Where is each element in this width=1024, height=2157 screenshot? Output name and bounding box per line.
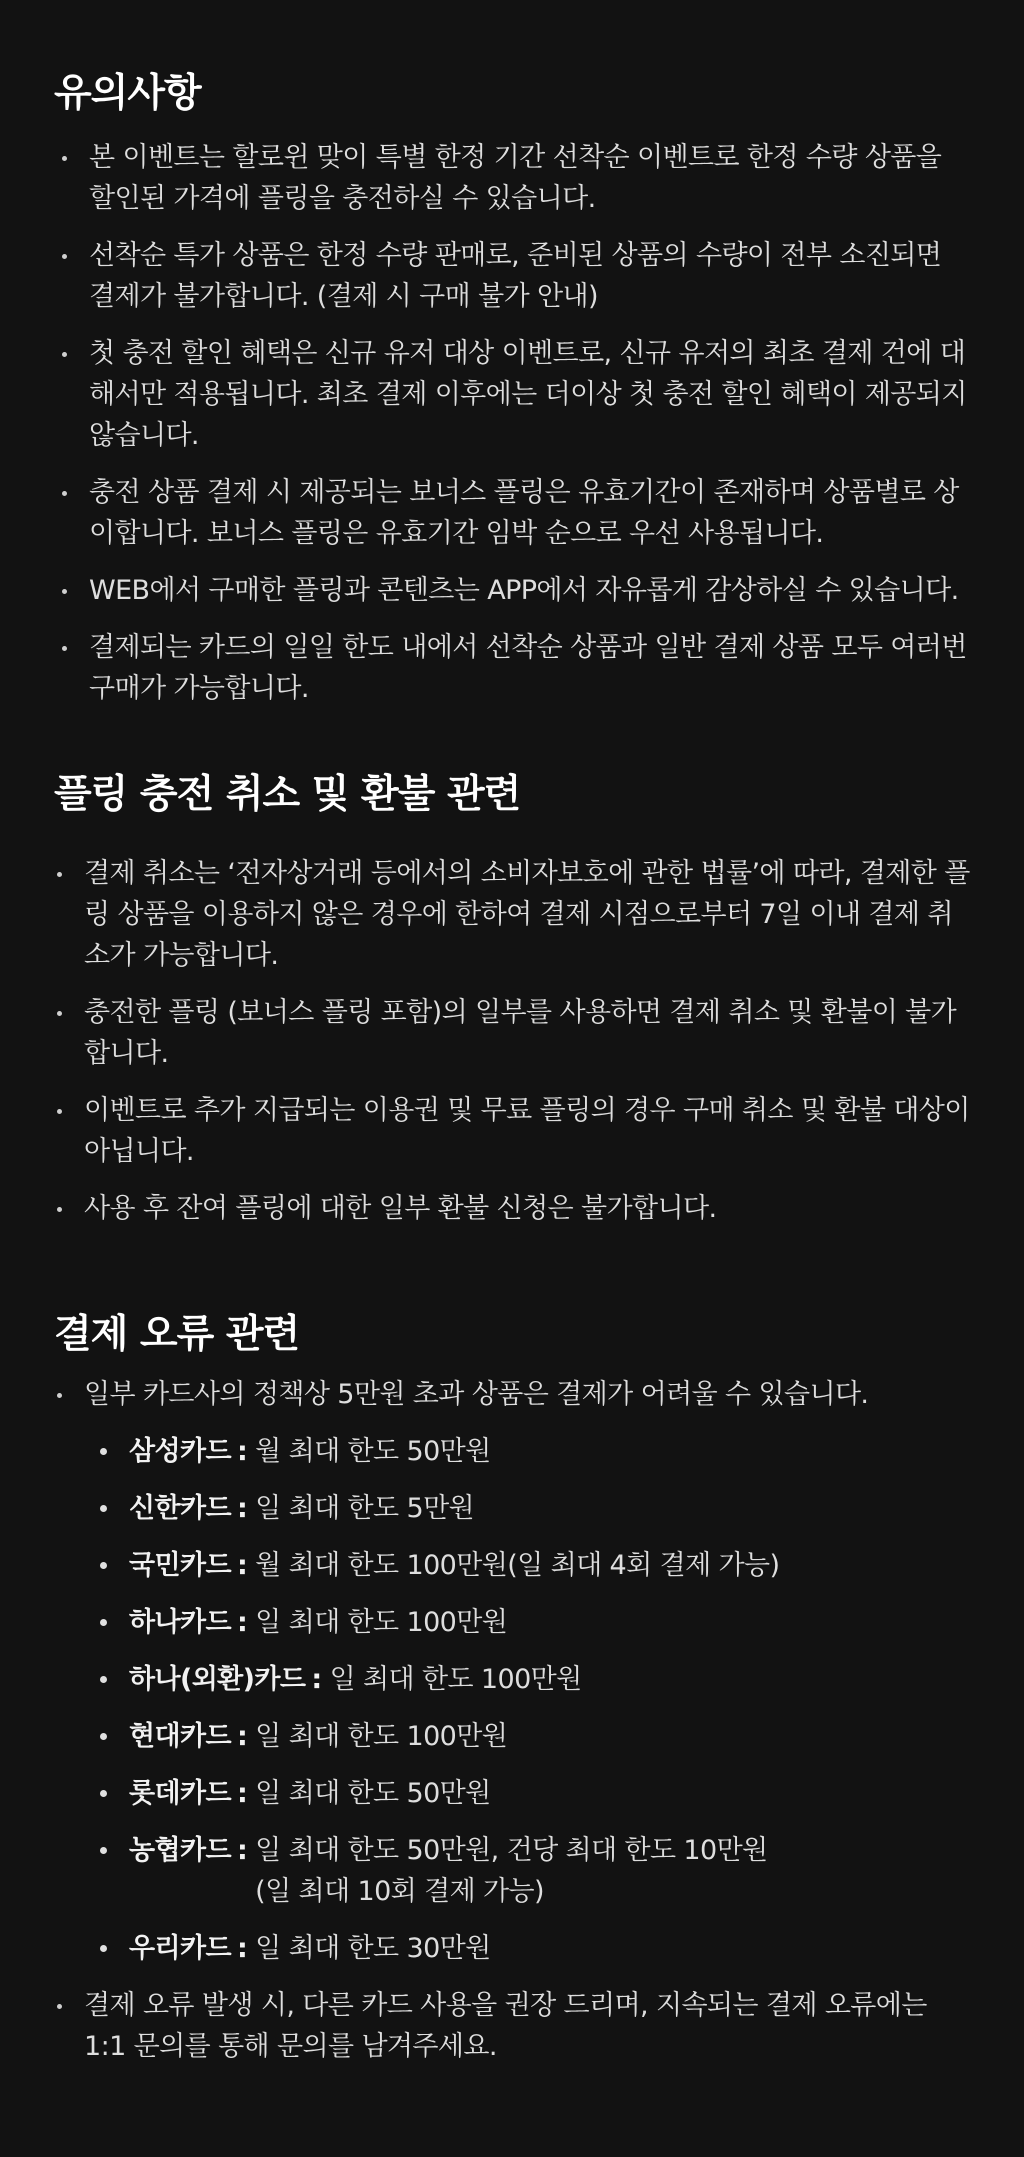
card-limit-item: [84, 1716, 970, 1757]
payment-error-section: [54, 1307, 970, 2067]
card-separator: :: [236, 1835, 248, 1866]
notice-section: [54, 66, 970, 709]
card-limit-item: [84, 1488, 970, 1529]
card-limit: 일 최대 한도 50만원: [255, 1778, 491, 1809]
list-item: WEB에서 구매한 플링과 콘텐츠는 APP에서 자유롭게 감상하실 수 있습니다.: [54, 570, 970, 611]
card-limit-note: (일 최대 10회 결제 가능): [255, 1876, 544, 1907]
payment-error-list: [54, 1374, 970, 2067]
list-item: 첫 충전 할인 혜택은 신규 유저 대상 이벤트로, 신규 유저의 최초 결제 건에 대해서만 적용됩니다. 최초 결제 이후에는 더이상 첫 충전 할인 혜택이 제공되지 않습니다.: [54, 333, 970, 456]
notice-title: 유의사항: [54, 71, 201, 116]
card-name: 신한카드: [129, 1493, 231, 1524]
card-limit-list: [84, 1431, 970, 1969]
card-name: 우리카드: [129, 1933, 231, 1964]
card-limit: 일 최대 한도 30만원: [255, 1933, 491, 1964]
card-limit-item: [84, 1928, 970, 1969]
list-item: 결제되는 카드의 일일 한도 내에서 선착순 상품과 일반 결제 상품 모두 여러번 구매가 가능합니다.: [54, 627, 970, 709]
card-name: 국민카드: [129, 1550, 231, 1581]
card-limit: 월 최대 한도 100만원(일 최대 4회 결제 가능): [255, 1550, 780, 1581]
card-limit-item: [84, 1602, 970, 1643]
card-separator: :: [236, 1607, 248, 1638]
card-separator: :: [236, 1550, 248, 1581]
refund-section: [54, 767, 970, 1229]
card-name: 삼성카드: [129, 1436, 231, 1467]
card-separator: :: [236, 1721, 248, 1752]
card-limit: 일 최대 한도 100만원: [329, 1664, 582, 1695]
refund-list: [54, 853, 970, 1229]
card-limit: 일 최대 한도 100만원: [255, 1607, 508, 1638]
card-limit-item: [84, 1830, 970, 1912]
card-limit: 일 최대 한도 5만원: [255, 1493, 475, 1524]
card-name: 하나(외환)카드: [129, 1664, 306, 1695]
list-item: 충전한 플링 (보너스 플링 포함)의 일부를 사용하면 결제 취소 및 환불이 불가합니다.: [54, 992, 970, 1074]
refund-title: 플링 충전 취소 및 환불 관련: [54, 772, 521, 817]
card-separator: :: [236, 1933, 248, 1964]
list-item: 본 이벤트는 할로윈 맞이 특별 한정 기간 선착순 이벤트로 한정 수량 상품을 할인된 가격에 플링을 충전하실 수 있습니다.: [54, 137, 970, 219]
card-limit: 월 최대 한도 50만원: [255, 1436, 491, 1467]
notice-list: [54, 137, 970, 709]
card-limit-item: [84, 1431, 970, 1472]
card-limit: 일 최대 한도 50만원, 건당 최대 한도 10만원: [255, 1835, 768, 1866]
list-item: 결제 오류 발생 시, 다른 카드 사용을 권장 드리며, 지속되는 결제 오류에는 1:1 문의를 통해 문의를 남겨주세요.: [54, 1985, 970, 2067]
card-separator: :: [236, 1778, 248, 1809]
card-limit-item: [84, 1659, 970, 1700]
list-item: 선착순 특가 상품은 한정 수량 판매로, 준비된 상품의 수량이 전부 소진되면 결제가 불가합니다. (결제 시 구매 불가 안내): [54, 235, 970, 317]
card-name: 롯데카드: [129, 1778, 231, 1809]
card-separator: :: [236, 1436, 248, 1467]
card-separator: :: [236, 1493, 248, 1524]
card-limit-item: [84, 1773, 970, 1814]
card-limit: 일 최대 한도 100만원: [255, 1721, 508, 1752]
list-item: 충전 상품 결제 시 제공되는 보너스 플링은 유효기간이 존재하며 상품별로 상이합니다. 보너스 플링은 유효기간 임박 순으로 우선 사용됩니다.: [54, 472, 970, 554]
list-item: 사용 후 잔여 플링에 대한 일부 환불 신청은 불가합니다.: [54, 1188, 970, 1229]
list-item: 결제 취소는 ‘전자상거래 등에서의 소비자보호에 관한 법률’에 따라, 결제한 플링 상품을 이용하지 않은 경우에 한하여 결제 시점으로부터 7일 이내 결제 취소가 가능합니다.: [54, 853, 970, 976]
card-limit-item: [84, 1545, 970, 1586]
payment-error-title: 결제 오류 관련: [54, 1312, 300, 1357]
card-name: 농협카드: [129, 1835, 231, 1866]
payment-error-intro: 일부 카드사의 정책상 5만원 초과 상품은 결제가 어려울 수 있습니다.: [84, 1379, 869, 1410]
card-separator: :: [311, 1664, 322, 1695]
card-name: 하나카드: [129, 1607, 231, 1638]
list-item: 이벤트로 추가 지급되는 이용권 및 무료 플링의 경우 구매 취소 및 환불 대상이 아닙니다.: [54, 1090, 970, 1172]
card-name: 현대카드: [129, 1721, 231, 1752]
list-item: [54, 1374, 970, 1969]
